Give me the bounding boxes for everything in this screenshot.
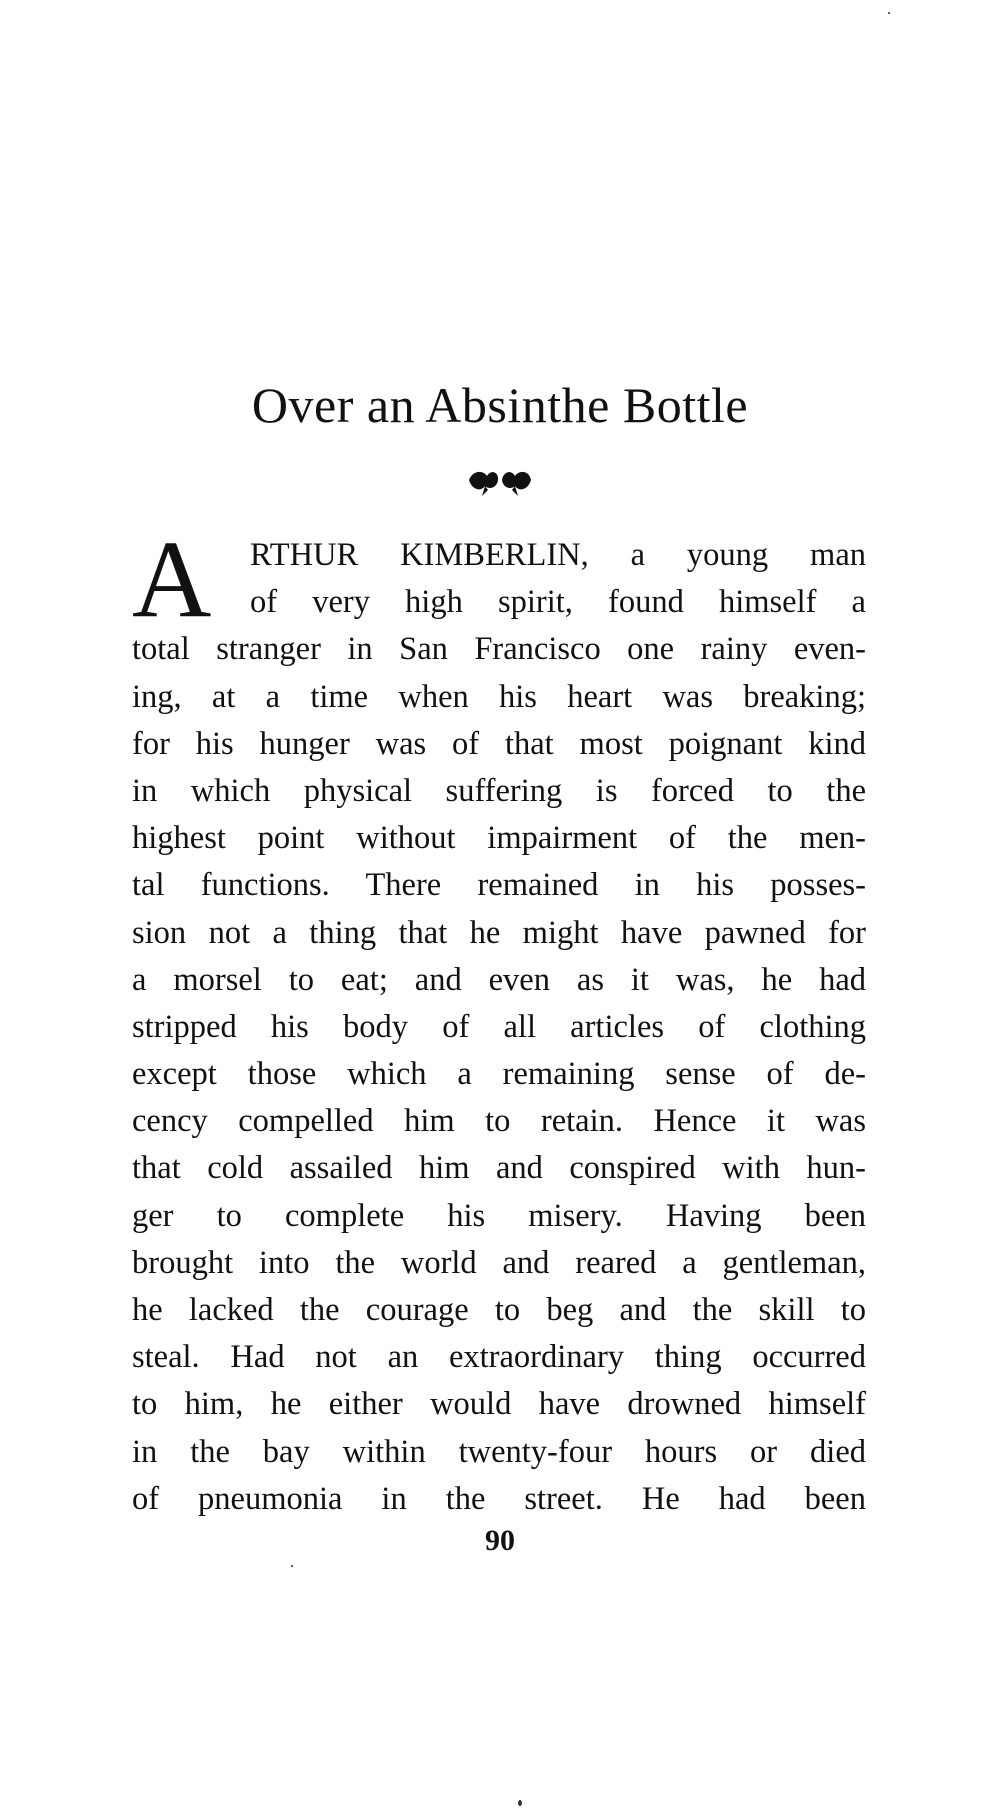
text-line: cency compelled him to retain. Hence it was (132, 1103, 866, 1140)
text-line: brought into the world and reared a gentleman, (132, 1244, 866, 1281)
text-line: for his hunger was of that most poignant kind (132, 725, 866, 762)
text-line: ing, at a time when his heart was breaking; (132, 678, 866, 715)
text-line: to him, he either would have drowned himself (132, 1386, 866, 1423)
text-line: RTHUR KIMBERLIN, a young man (250, 537, 866, 573)
text-line: of very high spirit, found himself a (250, 584, 866, 621)
text-line: he lacked the courage to beg and the skill to (132, 1292, 866, 1328)
text-line: stripped his body of all articles of clothing (132, 1008, 866, 1045)
scan-speck (291, 1565, 293, 1567)
text-line: sion not a thing that he might have pawned for (132, 914, 866, 951)
text-line: of pneumonia in the street. He had been (132, 1480, 866, 1517)
chapter-title: Over an Absinthe Bottle (251, 377, 749, 433)
text-line: tal functions. There remained in his posses- (132, 867, 866, 904)
drop-cap: A (132, 518, 212, 640)
text-line: that cold assailed him and conspired with hun- (132, 1150, 866, 1187)
page-number: 90 (485, 1524, 515, 1557)
fleuron-icon (465, 464, 535, 498)
text-line: in the bay within twenty-four hours or died (132, 1433, 866, 1470)
text-line: a morsel to eat; and even as it was, he had (132, 961, 866, 998)
text-line: highest point without impairment of the men- (132, 820, 866, 857)
body-paragraph (132, 518, 866, 1523)
text-line: steal. Had not an extraordinary thing occurred (132, 1339, 866, 1376)
text-line: ger to complete his misery. Having been (132, 1197, 866, 1234)
scan-speck (888, 12, 890, 14)
scan-speck (518, 1800, 522, 1806)
text-line: in which physical suffering is forced to the (132, 772, 866, 809)
text-line: except those which a remaining sense of de- (132, 1056, 866, 1093)
text-line: total stranger in San Francisco one rainy even- (132, 631, 866, 668)
